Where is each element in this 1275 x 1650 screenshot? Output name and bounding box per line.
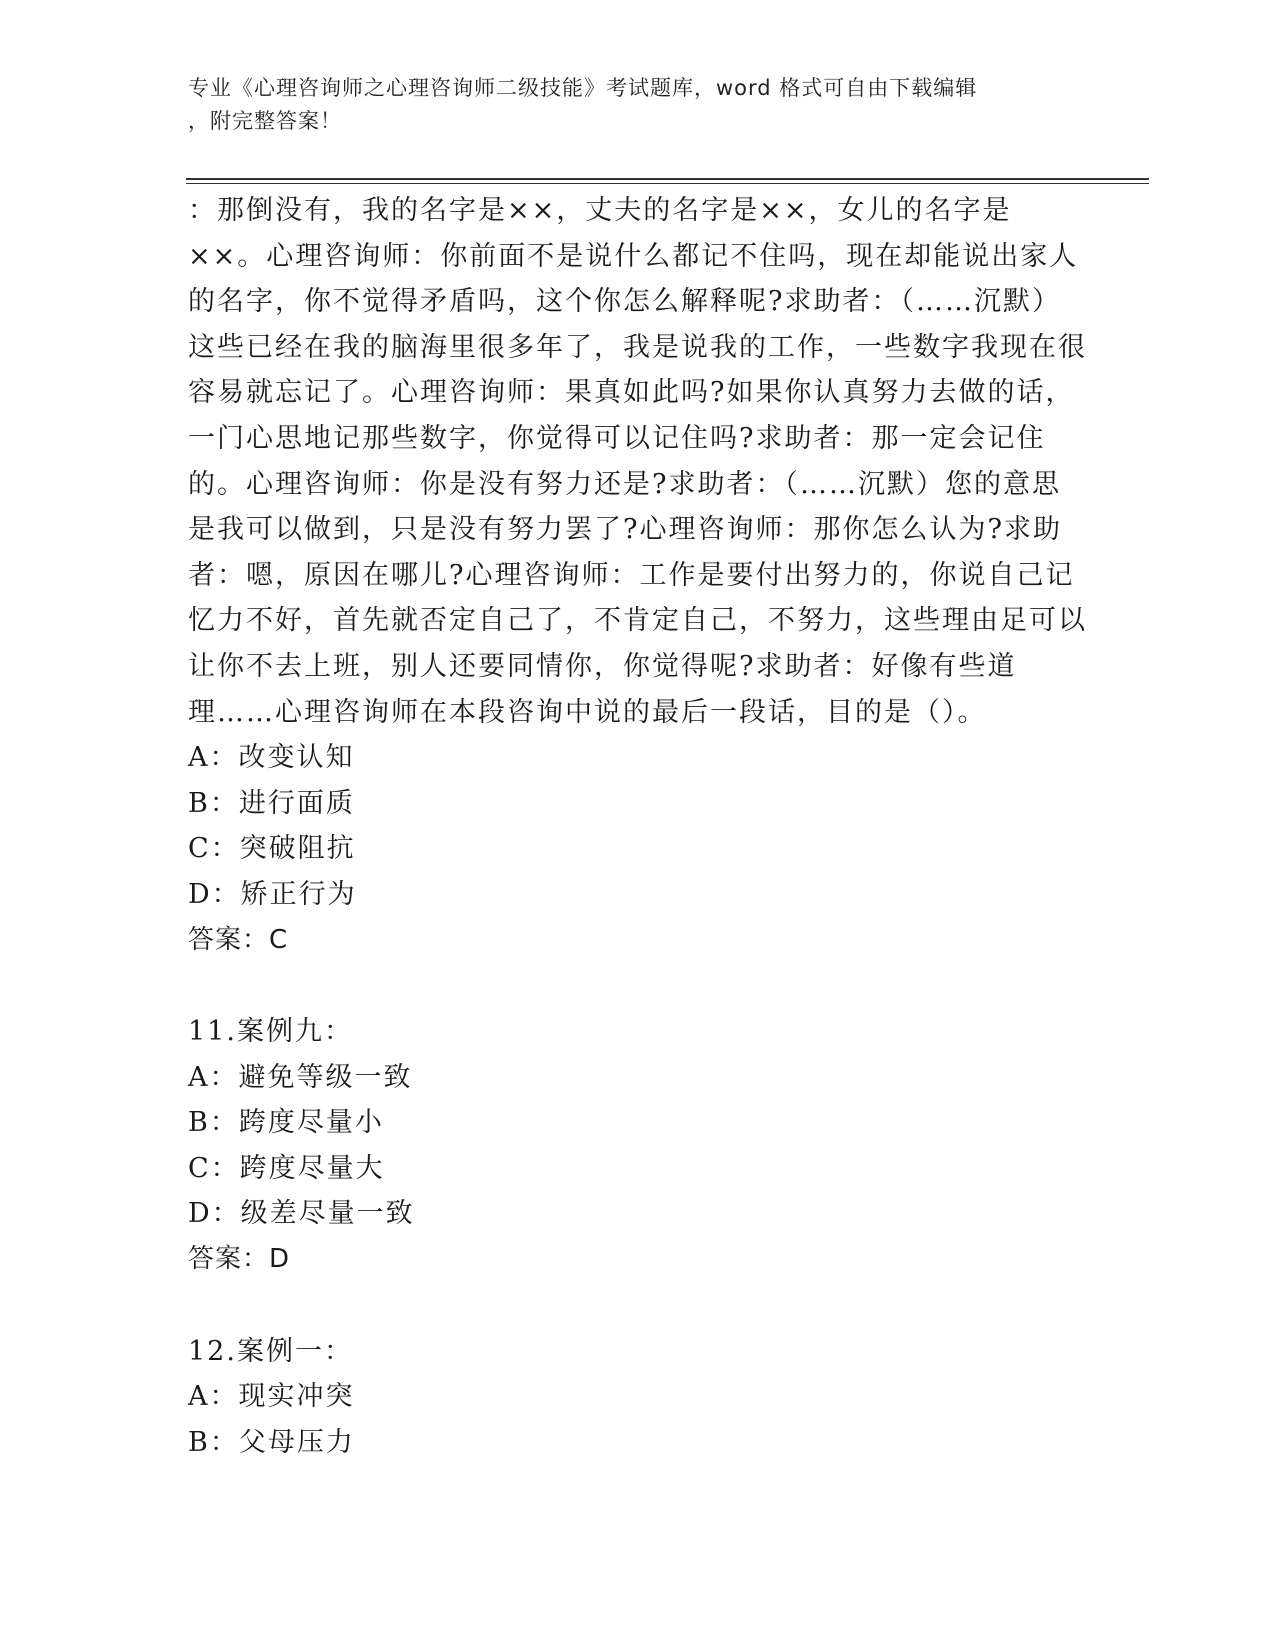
header-line-2: ，附完整答案！	[188, 109, 342, 133]
spacer	[188, 1283, 1088, 1329]
question-11-option-b: B：跨度尽量小	[188, 1107, 384, 1139]
question-11-title: 11.案例九：	[188, 1016, 353, 1048]
header-divider	[186, 178, 1149, 180]
question-10-option-a: A：改变认知	[188, 742, 355, 774]
header-divider-thin	[186, 183, 1149, 184]
question-12-option-b: B：父母压力	[188, 1426, 355, 1458]
question-10-option-d: D：矫正行为	[188, 878, 357, 910]
question-12-title: 12.案例一：	[188, 1335, 353, 1367]
question-10-answer: 答案：C	[188, 924, 289, 955]
question-12-option-a: A：现实冲突	[188, 1381, 355, 1413]
question-10-option-b: B：进行面质	[188, 787, 355, 819]
question-11-option-c: C：跨度尽量大	[188, 1152, 385, 1184]
question-10-text: ：那倒没有，我的名字是××，丈夫的名字是××，女儿的名字是××。心理咨询师：你前面不是说什么都记不住吗，现在却能说出家人的名字，你不觉得矛盾吗，这个你怎么解释呢?求助者：（……沉默）这些已经在我的脑海里很多年了，我是说我的工作，一些数字我现在很容易就忘记了。心理咨询师：果真如此吗?如果你认真努力去做的话，一门心思地记那些数字，你觉得可以记住吗?求助者：那一定会记住的。心理咨询师：你是没有努力还是?求助者：（……沉默）您的意思是我可以做到，只是没有努力罢了?心理咨询师：那你怎么认为?求助者：嗯，原因在哪儿?心理咨询师：工作是要付出努力的，你说自己记忆力不好，首先就否定自己了，不肯定自己，不努力，这些理由足可以让你不去上班，别人还要同情你，你觉得呢?求助者：好像有些道理……心理咨询师在本段咨询中说的最后一段话，目的是（）。	[188, 195, 1087, 728]
header-line-1: 专业《心理咨询师之心理咨询师二级技能》考试题库，word 格式可自由下载编辑	[188, 76, 978, 100]
question-11-option-d: D：级差尽量一致	[188, 1198, 415, 1230]
question-11-option-a: A：避免等级一致	[188, 1061, 413, 1093]
question-10-option-c: C：突破阻抗	[188, 833, 356, 865]
document-header	[188, 72, 1088, 138]
question-11-answer: 答案：D	[188, 1244, 291, 1275]
document-body	[188, 188, 1088, 1465]
spacer	[188, 963, 1088, 1009]
